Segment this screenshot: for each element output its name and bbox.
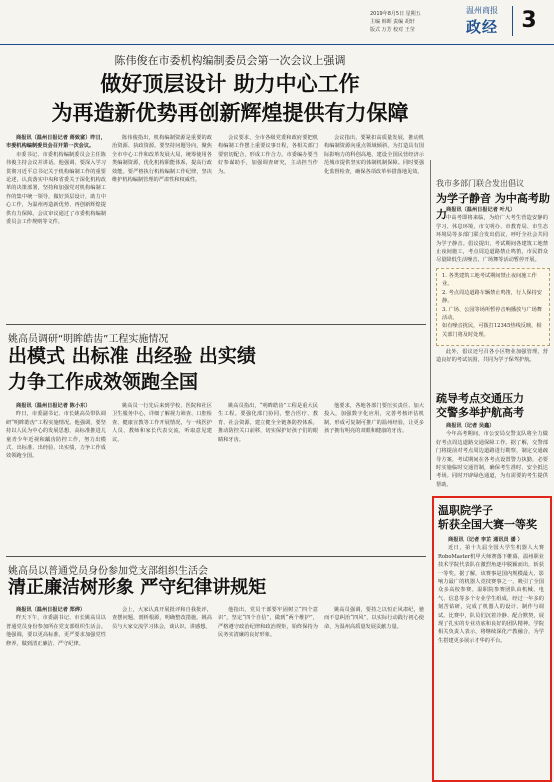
sidebar-quote-box [436, 268, 550, 346]
third-byline: 商报讯（温州日报记者 郑烨） [16, 607, 86, 613]
sidebar-body [436, 206, 548, 266]
second-paragraph-2: 姚高员一行先后来到学校、医院和社区卫生服务中心，详细了解视力筛查、口腔检查、健康宣教等工作开展情况，与一线医护人员、教师和家长代表交流，听取意见建议。 [112, 403, 212, 443]
second-column-4 [324, 402, 424, 550]
masthead-brand [460, 5, 504, 37]
lead-column-2 [112, 134, 212, 322]
third-column-1 [6, 606, 106, 778]
prep-paragraph: 今年高考期间，市公安局交警支队将全力做好考点周边道路交通保障工作。据了解，交警部门将提前对考点周边道路进行勘察，制定交通疏导方案，考试期间在各考点设置警力执勤，必要时实施临时交通管制，确保考生准时、安全抵达考场。同时开辟绿色通道，为有需要的考生提供帮助。 [436, 431, 548, 488]
second-column-3 [218, 402, 318, 550]
second-headline-1: 出模式 出标准 出经验 出实绩 [8, 345, 256, 367]
lead-paragraph-3: 会议要求，全市各级党委和政府要把机构编制工作摆上重要议事日程，各相关部门要密切配合，形成工作合力。市委编办要当好参谋助手，加强调查研究，主动担当作为。 [218, 135, 318, 175]
third-paragraph-3: 他指出，党员干部要牢固树立“四个意识”，坚定“四个自信”，做到“两个维护”，严格遵守政治纪律和政治规矩，始终保持为民务实清廉的良好形象。 [218, 607, 318, 639]
lead-byline: 商报讯（温州日报记者 蒋致富）昨日，市委机构编制委员会召开第一次会议。 [6, 135, 106, 150]
lead-paragraph-4: 会议指出，要紧扣高质量发展，推动机构编制资源向重点领域倾斜，为打造具有国际影响力的科创高地、建设全国民营经济示范城市提供坚实的体制机制保障。同时要强化监督检查，确保各项改革举措落地见效。 [324, 135, 424, 175]
third-headline: 清正廉洁树形象 严守纪律讲规矩 [8, 577, 267, 598]
section-divider-1 [6, 324, 426, 325]
second-column-1 [6, 402, 106, 550]
prep-body [436, 422, 548, 490]
second-kicker: 姚高员调研“明眸皓齿”工程实施情况 [8, 334, 169, 345]
page-number: 3 [512, 6, 545, 36]
third-column-3 [218, 606, 318, 778]
sidebar-paragraph: 中高考即将来临，为给广大考生营造安静的学习、休息环境，市文明办、市教育局、市生态环境局等多部门联合发出倡议，呼吁全社会共同为学子静音。倡议提出，考试期间各建筑工地禁止夜间施工，考点周边道路禁止鸣笛，市民群众尽量降低生活噪音，广场舞等活动暂停开展。 [436, 215, 548, 264]
lead-headline-1: 做好顶层设计 助力中心工作 [100, 72, 360, 96]
third-column-2 [112, 606, 212, 778]
lead-column-1 [6, 134, 106, 322]
third-paragraph-2: 会上，大家认真开展批评和自我批评，查摆问题，剖析根源，明确整改措施。姚高员与大家交流学习体会，谈认识、讲感想。 [112, 607, 212, 630]
feature-body [438, 536, 544, 774]
second-headline-2: 力争工作成效领跑全国 [8, 371, 199, 393]
sidebar-byline: 商报讯（温州日报记者 叶凡） [446, 207, 516, 213]
prep-headline-2: 交警多举护航高考 [436, 406, 524, 419]
third-paragraph-4: 姚高员强调，要持之以恒正风肃纪，驰而不息纠治“四风”，以实际行动践行初心使命，为温州高质量发展贡献力量。 [324, 607, 424, 630]
lead-headline-2: 为再造新优势再创新辉煌提供有力保障 [51, 101, 409, 125]
lead-paragraph-2: 陈伟俊指出，机构编制资源是重要的政治资源、执政资源。要坚持问题导向，聚焦全市中心工作和改革发展大局，统筹使用各类编制资源，优化机构职能体系，提高行政效能。要严格执行机构编制工作纪律，坚决维护机构编制管理的严肃性和权威性。 [112, 135, 212, 184]
editor-line: 主编 韩晖 责编 胡轩 [370, 19, 415, 25]
design-line: 版式 万芳 校对 王莹 [370, 27, 415, 33]
second-paragraph-3: 姚高员指出，“明眸皓齿”工程是重大民生工程。要强化部门协同，整合医疗、教育、社会资源，建立健全全链条防控体系，推动防控关口前移，切实保护好孩子们的眼睛和牙齿。 [218, 403, 318, 443]
lead-kicker: 陈伟俊在市委机构编制委员会第一次会议上强调 [114, 54, 346, 67]
column-divider [430, 160, 431, 480]
lead-column-4 [324, 134, 424, 322]
sidebar-headline: 为学子静音 为中高考助力 [436, 192, 550, 221]
paper-name: 温州商报 [466, 6, 498, 15]
sidebar-paragraph-2: 此外，倡议还号召各小区物业加强管理，营造良好的考试氛围，共同为学子保驾护航。 [436, 349, 548, 364]
masthead-info [370, 10, 421, 34]
third-column-4 [324, 606, 424, 778]
third-paragraph-1: 昨天下午，市委副书记、市长姚高员以普通党员身份参加所在党支部组织生活会。他强调，要以更高标准、更严要求加强党性修养，做到清正廉洁、严守纪律。 [6, 615, 106, 647]
date-line: 2019年8月5日 星期五 [370, 11, 421, 17]
quote-item-2: 2. 考点周边道路车辆禁止鸣笛，行人保持安静。 [442, 289, 542, 305]
second-paragraph-4: 他要求，各地各部门要压实责任、加大投入，加强数字化应用，完善考核评估机制，形成可复制可推广的温州经验，让更多孩子拥有明亮的双眼和健康的牙齿。 [324, 403, 424, 435]
feature-headline-2: 斩获全国大赛一等奖 [438, 518, 537, 531]
second-paragraph-1: 昨日，市委副书记、市长姚高员带队调研“明眸皓齿”工程实施情况。他强调，要坚持以人民为中心的发展思想，高标准推进儿童青少年近视和龋齿防控工作，努力出模式、出标准、出经验、出实绩，力争工作成效领跑全国。 [6, 411, 106, 460]
third-kicker: 姚高员以普通党员身份参加党支部组织生活会 [8, 566, 208, 577]
sidebar-kicker: 我市多部门联合发出倡议 [436, 179, 524, 188]
lead-column-3 [218, 134, 318, 322]
second-byline: 商报讯（温州日报记者 陈小东） [16, 403, 91, 409]
lead-paragraph-1: 市委书记、市委机构编制委员会主任陈伟俊主持会议并讲话。他强调，要深入学习贯彻习近平总书记关于机构编制工作的重要论述，认真落实中央和省委关于深化机构改革的决策部署，坚持和加强党对机构编制工作的集中统一领导，做好顶层设计，助力中心工作，为温州再造新优势、再创新辉煌提供有力保障。会议审议通过了市委机构编制委员会工作规则等文件。 [6, 151, 106, 226]
feature-headline-1: 温职院学子 [438, 504, 493, 517]
feature-byline: 商报讯（记者 李芷 通讯员 潘 ） [448, 537, 523, 543]
quote-item-3: 3. 广场、公园等场所暂停音响播放与广场舞活动。 [442, 306, 542, 322]
sidebar-body-2 [436, 348, 548, 378]
feature-paragraph: 近日，第十九届全国大学生机器人大赛RoboMaster机甲大师赛落下帷幕，温州职业技术学院代表队在激烈角逐中脱颖而出，斩获一等奖。据了解，该赛事是国内规模最大、影响力最广的机器人竞技赛事之一，吸引了全国众多高校参赛。温职院参赛团队由机械、电气、信息等多个专业学生组成，经过一年多的刻苦钻研，完成了机器人的设计、制作与调试。比赛中，队员们沉着冷静、配合默契，展现了扎实的专业功底和良好的团队精神。学院相关负责人表示，将继续深化产教融合，为学生搭建更多展示才华的平台。 [438, 545, 544, 644]
quote-item-4: 如有噪音扰民，可拨打12345热线反映，相关部门将及时处理。 [442, 323, 542, 338]
prep-headline-1: 疏导考点交通压力 [436, 392, 524, 405]
quote-item-1: 1. 各类建筑工地考试期间禁止夜间施工作业。 [442, 273, 537, 288]
section-name: 政经 [465, 18, 498, 36]
section-divider-2 [6, 556, 426, 557]
second-column-2 [112, 402, 212, 550]
masthead [0, 0, 554, 45]
prep-byline: 商报讯（记者 吴鑫） [446, 423, 495, 429]
